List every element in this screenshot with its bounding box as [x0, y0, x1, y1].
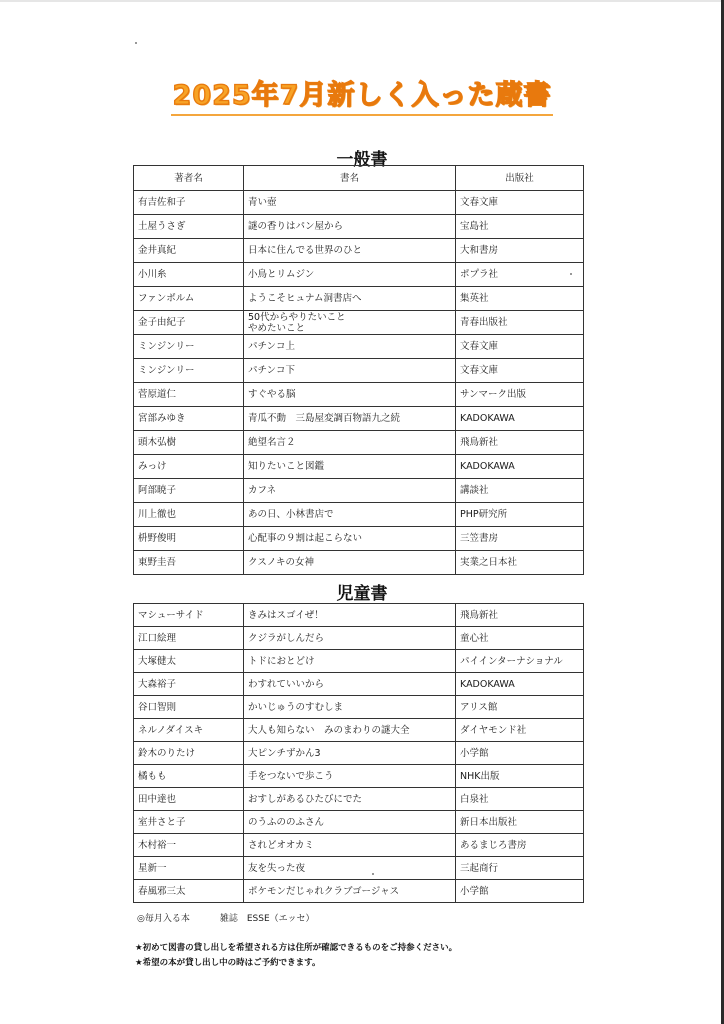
- table-row: [134, 503, 584, 527]
- cell-publisher: 三起商行: [456, 857, 584, 880]
- header-publisher: 出版社: [456, 166, 584, 191]
- cell-title: あの日、小林書店で: [244, 503, 456, 527]
- cell-title: 日本に住んでる世界のひと: [244, 239, 456, 263]
- cell-publisher: 飛鳥新社: [456, 431, 584, 455]
- cell-publisher: ダイヤモンド社: [456, 719, 584, 742]
- table-row: [134, 673, 584, 696]
- table-row: [134, 383, 584, 407]
- children-books-table: [133, 603, 584, 903]
- cell-title: カフネ: [244, 479, 456, 503]
- cell-author: 鈴木のりたけ: [134, 742, 244, 765]
- cell-title: 心配事の９割は起こらない: [244, 527, 456, 551]
- cell-publisher: 講談社: [456, 479, 584, 503]
- cell-publisher: パイインターナショナル: [456, 650, 584, 673]
- cell-publisher: 文春文庫: [456, 359, 584, 383]
- table-row: [134, 788, 584, 811]
- table-row: [134, 407, 584, 431]
- cell-publisher: ポプラ社: [456, 263, 584, 287]
- table-row: [134, 335, 584, 359]
- table-row: [134, 455, 584, 479]
- cell-publisher: 新日本出版社: [456, 811, 584, 834]
- cell-author: 春風邪三太: [134, 880, 244, 903]
- cell-publisher: 白泉社: [456, 788, 584, 811]
- cell-author: 室井さと子: [134, 811, 244, 834]
- cell-title: されどオオカミ: [244, 834, 456, 857]
- notice-reservation: ★希望の本が貸し出し中の時はご予約できます。: [135, 958, 321, 968]
- cell-author: 頭木弘樹: [134, 431, 244, 455]
- children-books-heading: 児童書: [336, 584, 388, 604]
- cell-title: トドにおとどけ: [244, 650, 456, 673]
- cell-title: のうふののふさん: [244, 811, 456, 834]
- scan-speck: [135, 42, 137, 44]
- cell-title: すぐやる脳: [244, 383, 456, 407]
- cell-publisher: 青春出版社: [456, 311, 584, 335]
- cell-author: ミンジンリー: [134, 335, 244, 359]
- cell-author: 星新一: [134, 857, 244, 880]
- cell-publisher: 三笠書房: [456, 527, 584, 551]
- cell-publisher: KADOKAWA: [456, 407, 584, 431]
- cell-title: 小鳥とリムジン: [244, 263, 456, 287]
- cell-author: 阿部暁子: [134, 479, 244, 503]
- cell-publisher: 小学館: [456, 742, 584, 765]
- cell-author: 大森裕子: [134, 673, 244, 696]
- cell-title: 青瓜不動 三島屋変調百物語九之続: [244, 407, 456, 431]
- cell-title: 手をつないで歩こう: [244, 765, 456, 788]
- cell-publisher: アリス館: [456, 696, 584, 719]
- table-row: [134, 880, 584, 903]
- table-row: [134, 431, 584, 455]
- cell-author: 川上徹也: [134, 503, 244, 527]
- general-books-body: [134, 191, 584, 575]
- cell-publisher: PHP研究所: [456, 503, 584, 527]
- header-author: 著者名: [134, 166, 244, 191]
- cell-title: クジラがしんだら: [244, 627, 456, 650]
- table-row: [134, 527, 584, 551]
- cell-author: 金井真紀: [134, 239, 244, 263]
- cell-author: ネルノダイスキ: [134, 719, 244, 742]
- cell-title: 青い壺: [244, 191, 456, 215]
- table-row: [134, 696, 584, 719]
- cell-author: 枡野俊明: [134, 527, 244, 551]
- table-row: [134, 479, 584, 503]
- table-row: [134, 359, 584, 383]
- monthly-note-magazine: 雑誌 ESSE（エッセ）: [219, 914, 315, 924]
- table-row: [134, 311, 584, 335]
- table-row: [134, 239, 584, 263]
- cell-publisher: 文春文庫: [456, 191, 584, 215]
- cell-author: マシューサイド: [134, 604, 244, 627]
- cell-title: おすしがあるひたびにでた: [244, 788, 456, 811]
- notice-id-required: ★初めて図書の貸し出しを希望される方は住所が確認できるものをご持参ください。: [135, 943, 458, 953]
- cell-publisher: 実業之日本社: [456, 551, 584, 575]
- cell-author: 木村裕一: [134, 834, 244, 857]
- table-row: [134, 287, 584, 311]
- cell-author: 金子由紀子: [134, 311, 244, 335]
- cell-title: 謎の香りはパン屋から: [244, 215, 456, 239]
- scan-edge-top: [0, 0, 724, 2]
- cell-publisher: 集英社: [456, 287, 584, 311]
- cell-author: 江口絵理: [134, 627, 244, 650]
- cell-author: 宮部みゆき: [134, 407, 244, 431]
- cell-author: 土屋うさぎ: [134, 215, 244, 239]
- cell-author: ミンジンリー: [134, 359, 244, 383]
- table-row: [134, 627, 584, 650]
- cell-publisher: 宝島社: [456, 215, 584, 239]
- cell-publisher: NHK出版: [456, 765, 584, 788]
- cell-title: パチンコ下: [244, 359, 456, 383]
- cell-title: 絶望名言２: [244, 431, 456, 455]
- cell-title: かいじゅうのすむしま: [244, 696, 456, 719]
- cell-title: 大ピンチずかん3: [244, 742, 456, 765]
- general-books-table: [133, 165, 584, 575]
- cell-publisher: 小学館: [456, 880, 584, 903]
- cell-title: 知りたいこと図鑑: [244, 455, 456, 479]
- cell-author: 橘もも: [134, 765, 244, 788]
- cell-publisher: KADOKAWA: [456, 673, 584, 696]
- table-row: [134, 215, 584, 239]
- table-row: [134, 650, 584, 673]
- header-title: 書名: [244, 166, 456, 191]
- cell-title: 友を失った夜: [244, 857, 456, 880]
- cell-author: 有吉佐和子: [134, 191, 244, 215]
- cell-title: きみはスゴイぜ！: [244, 604, 456, 627]
- cell-author: 菅原道仁: [134, 383, 244, 407]
- page-title: 2025年7月新しく入った蔵書: [0, 80, 724, 116]
- table-row: [134, 263, 584, 287]
- table-row: [134, 191, 584, 215]
- cell-publisher: あるまじろ書房: [456, 834, 584, 857]
- cell-author: 東野圭吾: [134, 551, 244, 575]
- cell-title: 50代からやりたいこと やめたいこと: [244, 311, 456, 335]
- table-row: [134, 742, 584, 765]
- cell-author: 田中達也: [134, 788, 244, 811]
- cell-title: ようこそヒュナム洞書店へ: [244, 287, 456, 311]
- cell-author: みっけ: [134, 455, 244, 479]
- general-books-heading: 一般書: [336, 150, 388, 170]
- table-row: [134, 604, 584, 627]
- cell-title: クスノキの女神: [244, 551, 456, 575]
- cell-author: ファンボルム: [134, 287, 244, 311]
- monthly-note-label: ◎毎月入る本: [137, 914, 190, 924]
- cell-title: わすれていいから: [244, 673, 456, 696]
- monthly-note: [137, 911, 314, 924]
- cell-publisher: 飛鳥新社: [456, 604, 584, 627]
- table-row: [134, 765, 584, 788]
- cell-title: 大人も知らない みのまわりの謎大全: [244, 719, 456, 742]
- cell-publisher: 文春文庫: [456, 335, 584, 359]
- children-books-body: [134, 604, 584, 903]
- cell-title: ポケモンだじゃれクラブゴージャス: [244, 880, 456, 903]
- cell-publisher: 童心社: [456, 627, 584, 650]
- cell-author: 大塚健太: [134, 650, 244, 673]
- cell-author: 小川糸: [134, 263, 244, 287]
- table-row: [134, 834, 584, 857]
- table-row: [134, 811, 584, 834]
- cell-publisher: KADOKAWA: [456, 455, 584, 479]
- cell-publisher: サンマーク出版: [456, 383, 584, 407]
- table-row: [134, 719, 584, 742]
- table-row: [134, 551, 584, 575]
- table-header-row: [134, 166, 584, 191]
- table-row: [134, 857, 584, 880]
- cell-publisher: 大和書房: [456, 239, 584, 263]
- cell-author: 谷口智則: [134, 696, 244, 719]
- cell-title: パチンコ上: [244, 335, 456, 359]
